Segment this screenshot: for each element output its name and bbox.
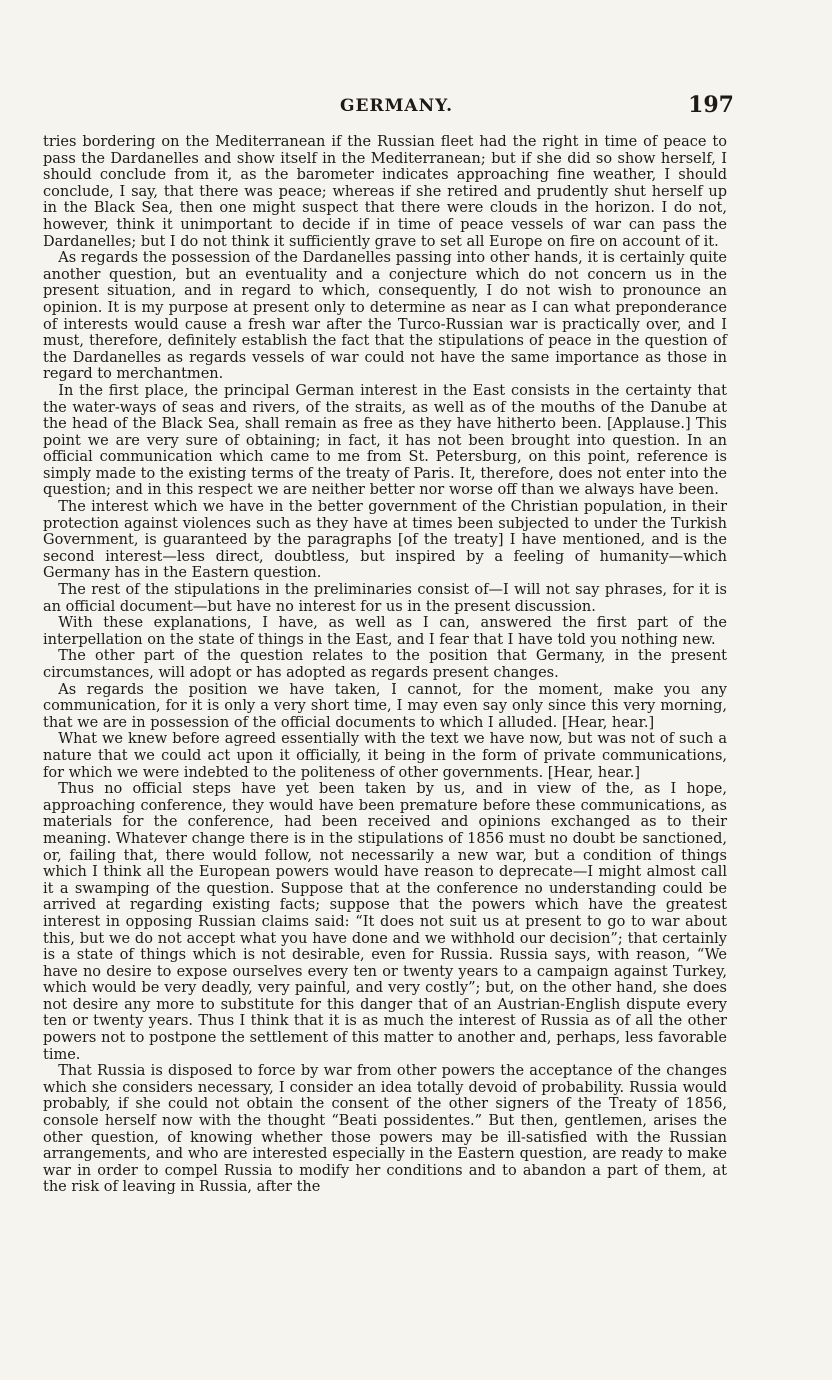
paragraph: With these explanations, I have, as well as I can, answered the first part of the interpellation on the state of things in the East, and I fear that I have told you nothing new.: [43, 615, 727, 648]
page-header: [44, 92, 732, 124]
paragraph: In the first place, the principal German interest in the East consists in the certainty that the water-ways of seas and rivers, of the straits, as well as of the mouths of the Danube at the head of the Black Sea, shall remain as free as they have hitherto been. [Applause.] This point we are very sure of obtaining; in fact, it has not been brought into question. In an official communication which came to me from St. Petersburg, on this point, reference is simply made to the existing terms of the treaty of Paris. It, therefore, does not enter into the question; and in this respect we are neither better nor worse off than we always have been.: [43, 382, 727, 499]
paragraph: As regards the position we have taken, I cannot, for the moment, make you any communication, for it is only a very short time, I may even say only since this very morning, that we are in possession of the official documents to which I alluded. [Hear, hear.]: [43, 681, 727, 731]
paragraph: That Russia is disposed to force by war from other powers the acceptance of the changes which she considers necessary, I consider an idea totally devoid of probability. Russia would probably, if she could not obtain the consent of the other signers of the Treaty of 1856, console herself now with the thought “Beati possidentes.” But then, gentlemen, arises the other question, of knowing whether those powers may be ill-satisfied with the Russian arrangements, and who are interested especially in the Eastern question, are ready to make war in order to compel Russia to modify her conditions and to abandon a part of them, at the risk of leaving in Russia, after the: [43, 1063, 727, 1196]
paragraph: Thus no official steps have yet been taken by us, and in view of the, as I hope, approaching conference, they would have been premature before these communications, as materials for the conference, had been received and opinions exchanged as to their meaning. Whatever change there is in the stipulations of 1856 must no doubt be sanctioned, or, failing that, there would follow, not necessarily a new war, but a condition of things which I think all the European powers would have reason to deprecate—I might almost call it a swamping of the question. Suppose that at the conference no understanding could be arrived at regarding existing facts; suppose that the powers which have the greatest interest in opposing Russian claims said: “It does not suit us at present to go to war about this, but we do not accept what you have done and we withhold our decision”; that certainly is a state of things which is not desirable, even for Russia. Russia says, with reason, “We have no desire to expose ourselves every ten or twenty years to a campaign against Turkey, which would be very deadly, very painful, and very costly”; but, on the other hand, she does not desire any more to substitute for this danger that of an Austrian-English dispute every ten or twenty years. Thus I think that it is as much the interest of Russia as of all the other powers not to postpone the settlement of this matter to another and, perhaps, less favorable time.: [43, 781, 727, 1063]
body-text: [43, 134, 727, 1196]
paragraph: tries bordering on the Mediterranean if the Russian fleet had the right in time of peace to pass the Dardanelles and show itself in the Mediterranean; but if she did so show herself, I should conclude from it, as the barometer indicates approaching fine weather, I should conclude, I say, that there was peace; whereas if she retired and prudently shut herself up in the Black Sea, then one might suspect that there were clouds in the horizon. I do not, however, think it unimportant to decide if in time of peace vessels of war can pass the Dardanelles; but I do not think it sufficiently grave to set all Europe on fire on account of it.: [43, 134, 727, 250]
paragraph: The rest of the stipulations in the preliminaries consist of—I will not say phrases, for it is an official document—but have no interest for us in the present discussion.: [43, 582, 727, 615]
page-number: 197: [688, 92, 734, 118]
paragraph: As regards the possession of the Dardanelles passing into other hands, it is certainly quite another question, but an eventuality and a conjecture which do not concern us in the present situation, and in regard to which, consequently, I do not wish to pronounce an opinion. It is my purpose at present only to determine as near as I can what preponderance of interests would cause a fresh war after the Turco-Russian war is practically over, and I must, therefore, definitely establish the fact that the stipulations of peace in the question of the Dardanelles as regards vessels of war could not have the same importance as those in regard to merchantmen.: [43, 250, 727, 383]
paragraph: What we knew before agreed essentially with the text we have now, but was not of such a nature that we could act upon it officially, it being in the form of private communications, for which we were indebted to the politeness of other governments. [Hear, hear.]: [43, 731, 727, 781]
paragraph: The other part of the question relates to the position that Germany, in the present circumstances, will adopt or has adopted as regards present changes.: [43, 648, 727, 681]
running-head: GERMANY.: [340, 96, 454, 116]
paragraph: The interest which we have in the better government of the Christian population, in their protection against violences such as they have at times been subjected to under the Turkish Government, is guaranteed by the paragraphs [of the treaty] I have mentioned, and is the second interest—less direct, doubtless, but inspired by a feeling of humanity—which Germany has in the Eastern question.: [43, 499, 727, 582]
